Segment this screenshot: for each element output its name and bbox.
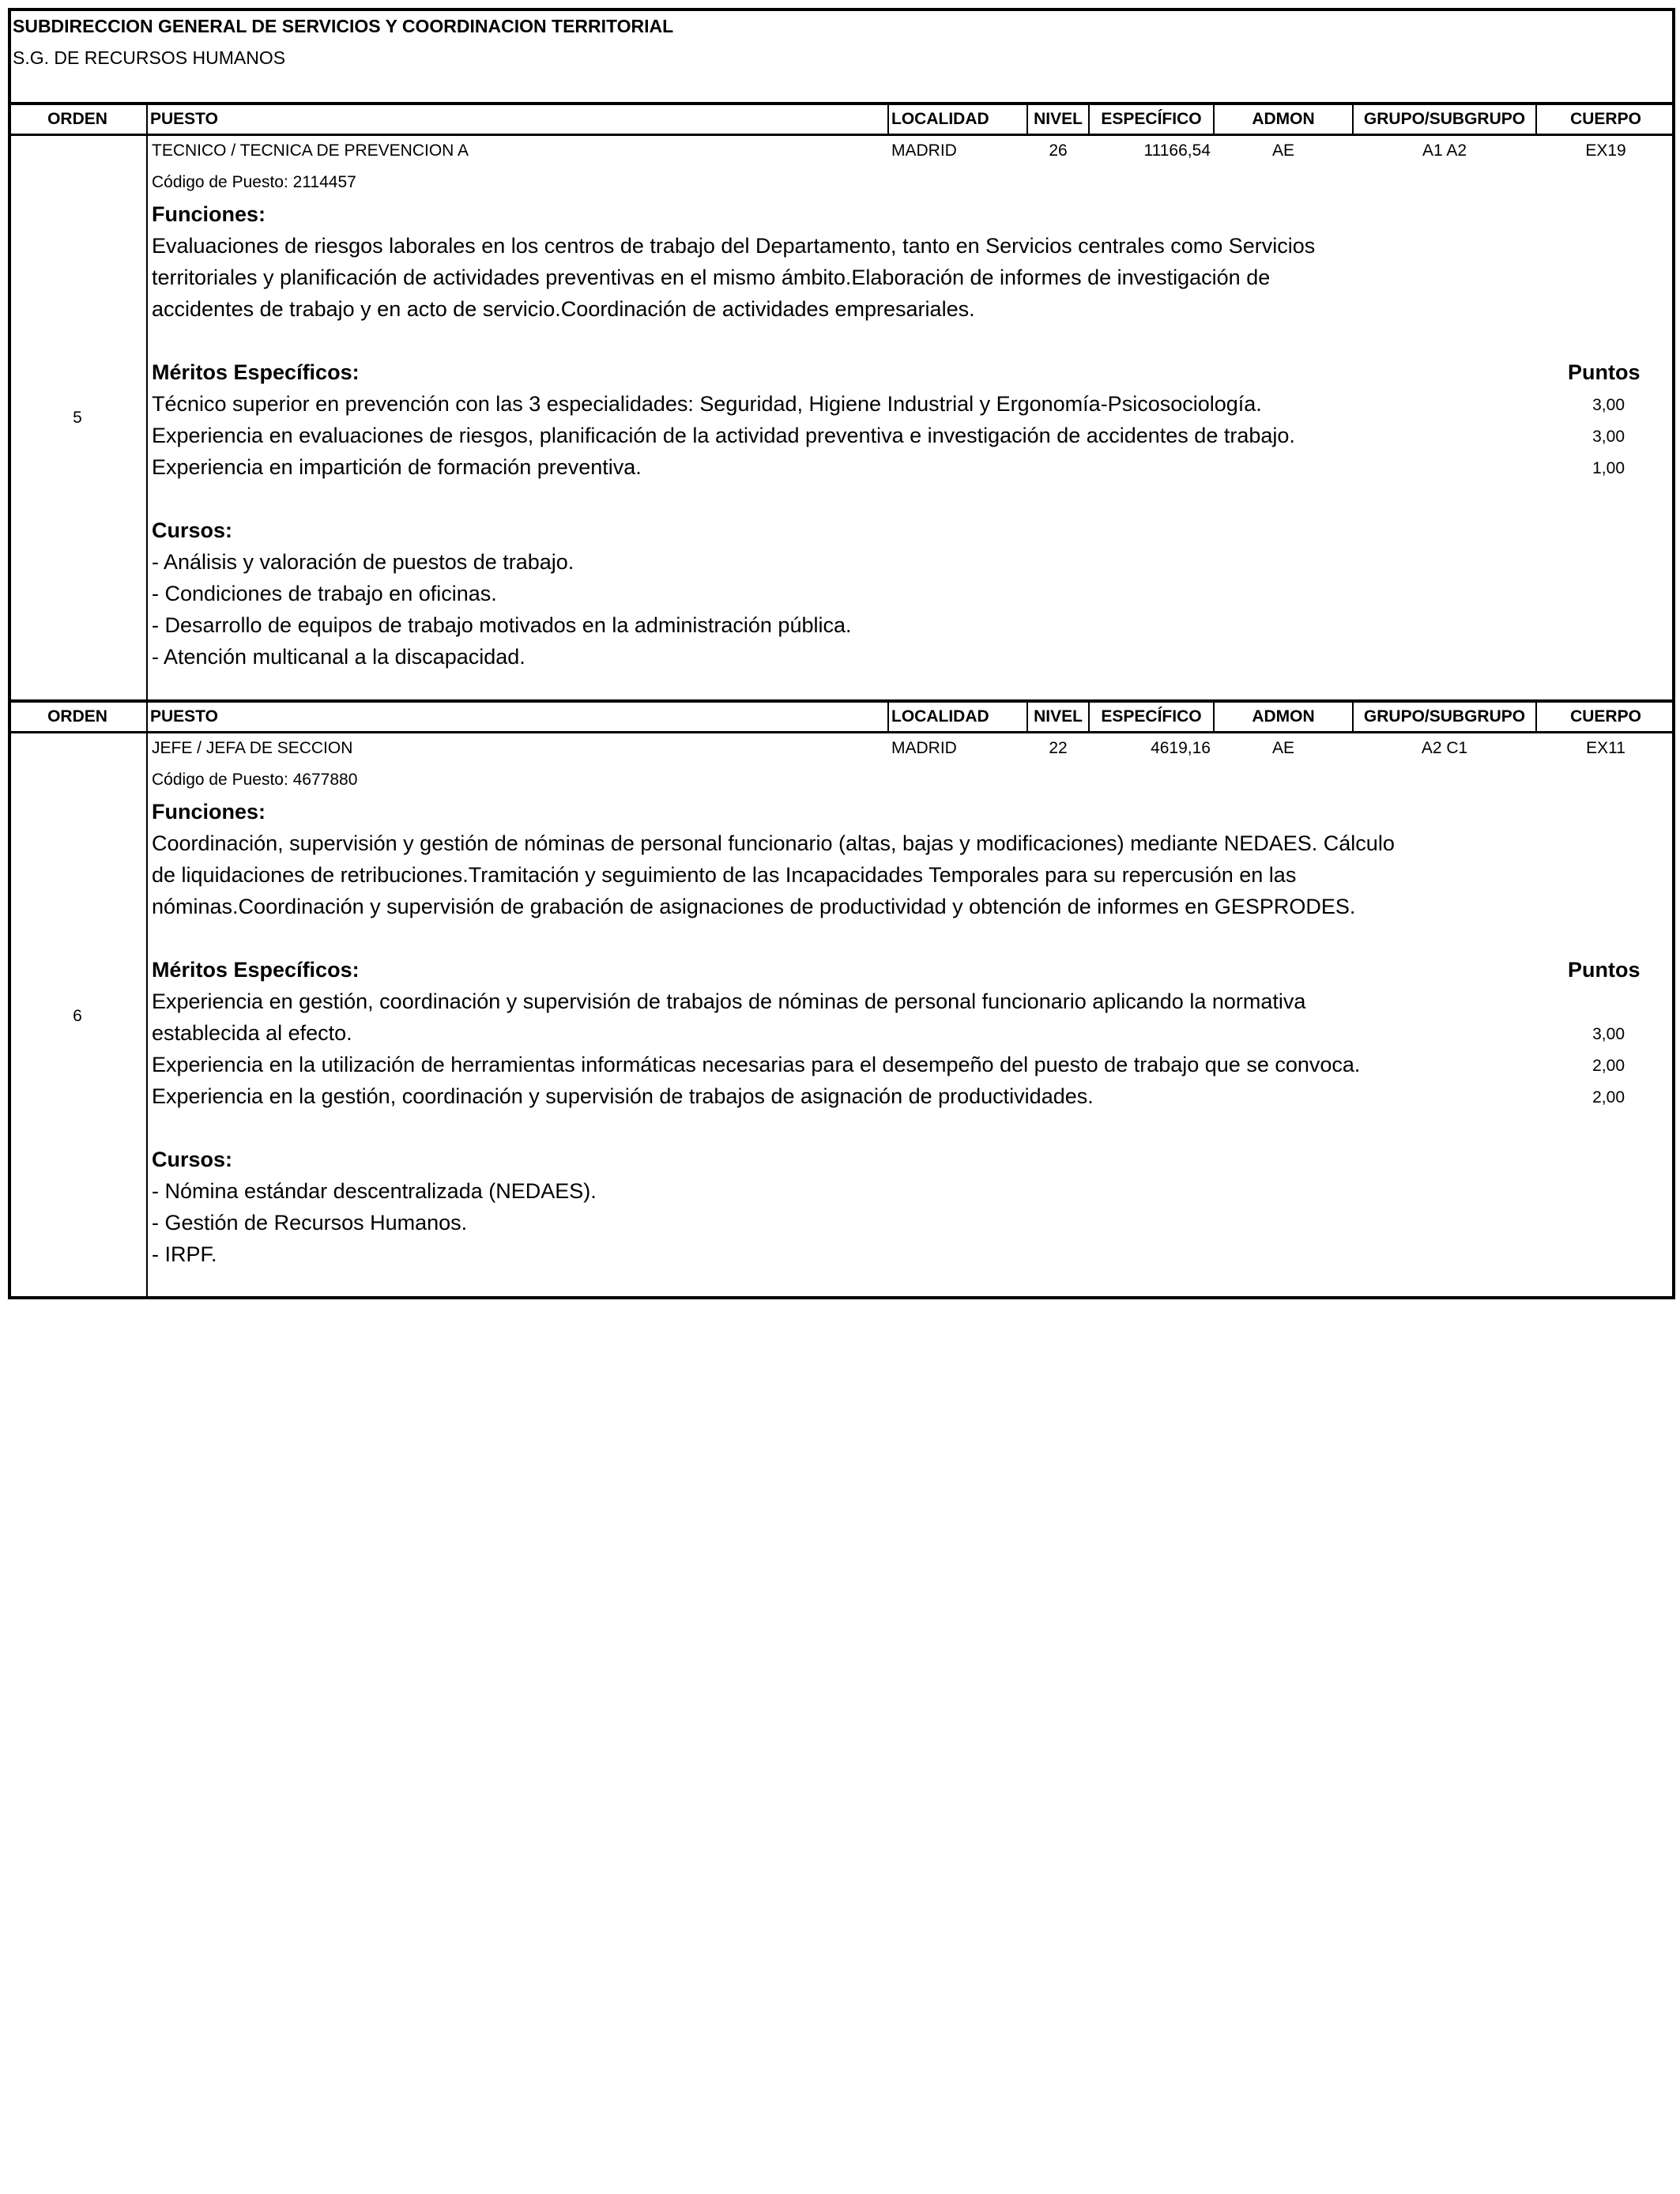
merito-line: Experiencia en evaluaciones de riesgos, planificación de la actividad preventiva e investigación de accidentes de trabajo. [152,424,1295,447]
header-separator [1026,701,1028,733]
value-especifico: 11166,54 [1143,141,1211,160]
header-separator [1088,701,1090,733]
column-header-admon: ADMON [1252,110,1315,128]
merito-puntos: 2,00 [1592,1088,1625,1106]
value-cuerpo: EX11 [1586,739,1625,757]
curso-item: - Desarrollo de equipos de trabajo motivados en la administración pública. [152,613,852,637]
funciones-line: territoriales y planificación de actividades preventivas en el mismo ámbito.Elaboración de informes de investigación de [152,266,1271,289]
header-separator [146,701,148,733]
column-header-puesto: PUESTO [150,110,218,128]
merito-line: Experiencia en la utilización de herramientas informáticas necesarias para el desempeño del puesto de trabajo que se convoca. [152,1053,1361,1076]
merito-line: Técnico superior en prevención con las 3 especialidades: Seguridad, Higiene Industrial y Ergonomía-Psicosociología. [152,392,1262,416]
column-header-localidad: LOCALIDAD [891,110,989,128]
header-separator [887,104,889,135]
value-puesto: TECNICO / TECNICA DE PREVENCION A [152,141,469,160]
column-header-nivel: NIVEL [1034,110,1083,128]
meritos-heading: Méritos Específicos: [152,360,360,384]
value-especifico: 4619,16 [1151,739,1211,757]
cursos-heading: Cursos: [152,1148,233,1171]
codigo-puesto: Código de Puesto: 2114457 [152,173,356,191]
header-separator [1213,104,1215,135]
header-separator [1026,104,1028,135]
curso-item: - IRPF. [152,1242,217,1266]
value-nivel: 26 [1049,141,1068,160]
column-header-localidad: LOCALIDAD [891,707,989,726]
curso-item: - Análisis y valoración de puestos de trabajo. [152,550,574,574]
header-separator [1535,701,1537,733]
orden-number: 5 [73,409,82,427]
column-header-grupo: GRUPO/SUBGRUPO [1363,707,1526,726]
funciones-line: de liquidaciones de retribuciones.Tramitación y seguimiento de las Incapacidades Temporales para su repercusión en las [152,863,1297,887]
codigo-puesto: Código de Puesto: 4677880 [152,771,358,789]
funciones-line: accidentes de trabajo y en acto de servicio.Coordinación de actividades empresariales. [152,297,975,321]
merito-line: Experiencia en gestión, coordinación y supervisión de trabajos de nóminas de personal funcionario aplicando la normativa [152,990,1306,1013]
merito-puntos: 1,00 [1592,459,1625,477]
header-separator [1352,104,1354,135]
curso-item: - Nómina estándar descentralizada (NEDAES). [152,1179,597,1203]
value-grupo: A1 A2 [1422,141,1467,160]
curso-item: - Condiciones de trabajo en oficinas. [152,582,497,605]
puntos-heading: Puntos [1568,360,1640,384]
value-admon: AE [1271,739,1294,757]
column-header-admon: ADMON [1252,707,1315,726]
funciones-line: nóminas.Coordinación y supervisión de grabación de asignaciones de productividad y obtención de informes en GESPRODES. [152,895,1356,918]
merito-puntos: 3,00 [1592,1025,1625,1043]
cursos-heading: Cursos: [152,518,233,542]
funciones-line: Coordinación, supervisión y gestión de nóminas de personal funcionario (altas, bajas y modificaciones) mediante NEDAES. Cálculo [152,831,1395,855]
funciones-heading: Funciones: [152,202,266,226]
column-header-especifico: ESPECÍFICO [1101,110,1202,128]
merito-puntos: 2,00 [1592,1057,1625,1075]
funciones-heading: Funciones: [152,800,266,824]
header-separator [1213,701,1215,733]
value-puesto: JEFE / JEFA DE SECCION [152,739,353,757]
value-grupo: A2 C1 [1421,739,1468,757]
header-separator [1535,104,1537,135]
header-separator [887,701,889,733]
column-header-puesto: PUESTO [150,707,218,726]
curso-item: - Gestión de Recursos Humanos. [152,1211,468,1235]
org-title: SUBDIRECCION GENERAL DE SERVICIOS Y COORDINACION TERRITORIAL [13,16,674,36]
merito-puntos: 3,00 [1592,396,1625,414]
header-separator [1088,104,1090,135]
column-header-grupo: GRUPO/SUBGRUPO [1363,110,1526,128]
meritos-heading: Méritos Específicos: [152,958,360,982]
merito-line: Experiencia en impartición de formación preventiva. [152,455,642,479]
column-header-orden: ORDEN [47,110,107,128]
column-header-nivel: NIVEL [1034,707,1083,726]
column-header-cuerpo: CUERPO [1570,110,1641,128]
merito-line: establecida al efecto. [152,1021,352,1045]
column-header-especifico: ESPECÍFICO [1101,707,1202,726]
header-separator [146,104,148,135]
value-localidad: MADRID [891,141,957,160]
value-admon: AE [1271,141,1294,160]
value-localidad: MADRID [891,739,957,757]
merito-line: Experiencia en la gestión, coordinación y supervisión de trabajos de asignación de productividades. [152,1084,1094,1108]
curso-item: - Atención multicanal a la discapacidad. [152,645,525,669]
value-nivel: 22 [1049,739,1068,757]
orden-number: 6 [73,1006,82,1025]
org-subtitle: S.G. DE RECURSOS HUMANOS [13,47,286,68]
funciones-line: Evaluaciones de riesgos laborales en los centros de trabajo del Departamento, tanto en Servicios centrales como Servicios [152,234,1316,258]
column-header-orden: ORDEN [47,707,107,726]
puntos-heading: Puntos [1568,958,1640,982]
column-header-cuerpo: CUERPO [1570,707,1641,726]
value-cuerpo: EX19 [1585,141,1626,160]
header-separator [1352,701,1354,733]
merito-puntos: 3,00 [1592,428,1625,446]
